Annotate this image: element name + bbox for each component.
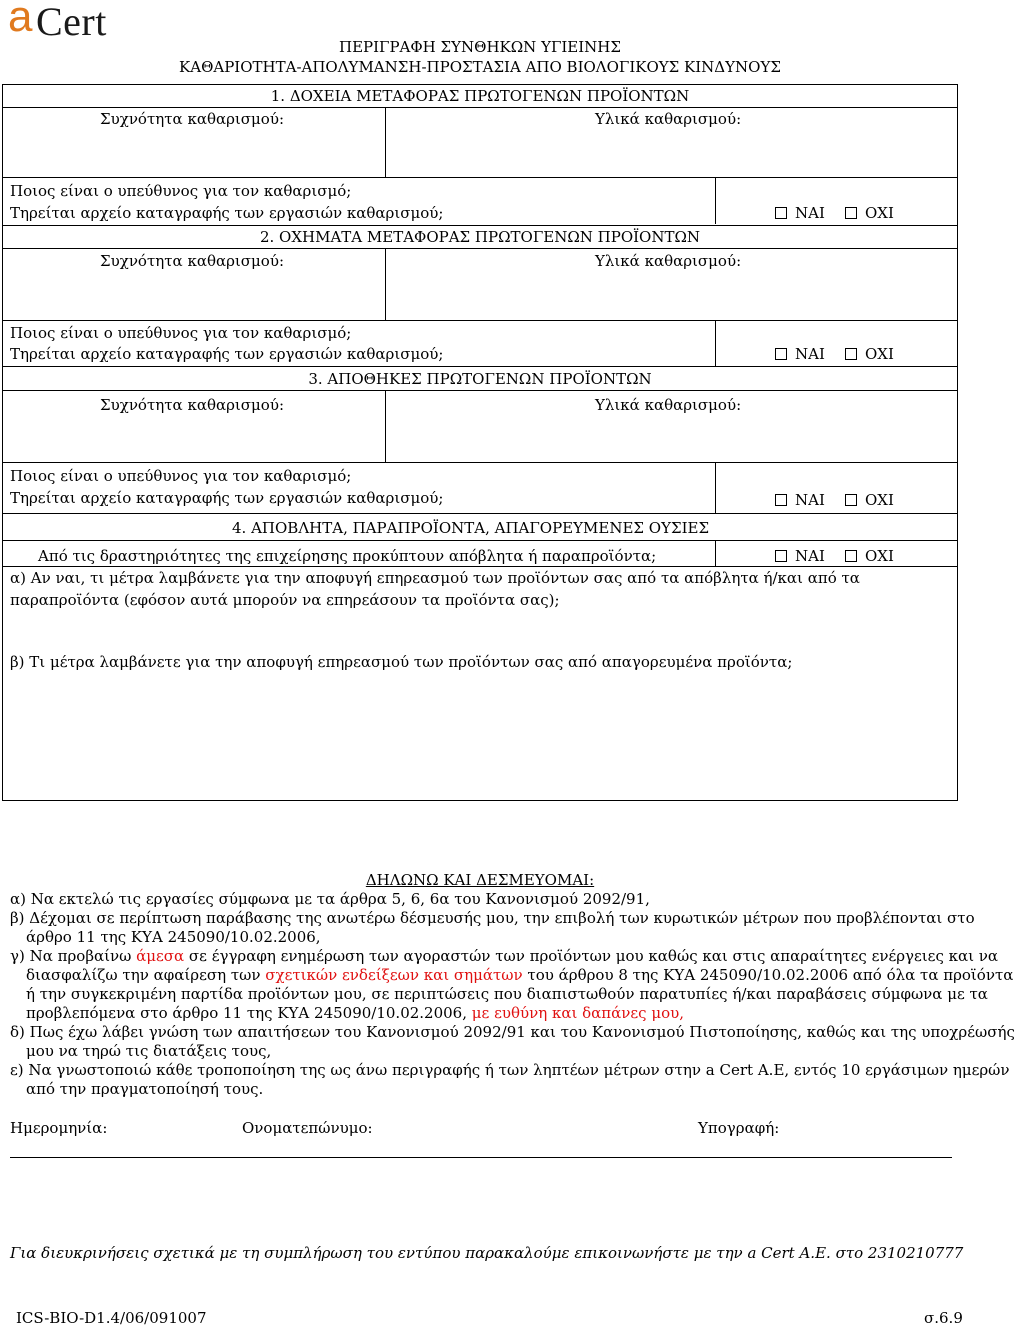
divider xyxy=(2,320,957,321)
waste-no-option[interactable]: ΟΧΙ xyxy=(845,547,894,565)
checkbox[interactable] xyxy=(845,348,857,360)
checkbox[interactable] xyxy=(845,207,857,219)
responsible-label: Ποιος είναι ο υπεύθυνος για τον καθαρισμό; xyxy=(10,324,352,342)
declaration-item-a: α) Να εκτελώ τις εργασίες σύμφωνα με τα άρθρα 5, 6, 6α του Κανονισμού 2092/91, xyxy=(10,890,650,908)
record-yes-option[interactable]: ΝΑΙ xyxy=(775,204,825,222)
frequency-label: Συχνότητα καθαρισμού: xyxy=(100,396,284,414)
record-yes-option[interactable]: ΝΑΙ xyxy=(775,491,825,509)
declaration-item-c-cont: διασφαλίζω την αφαίρεση των σχετικών ενδείξεων και σημάτων του άρθρου 8 της ΚΥΑ 245090/10.02.2006 από όλα τα προϊόντα xyxy=(26,966,1014,984)
materials-label: Υλικά καθαρισμού: xyxy=(595,396,742,414)
waste-question-a: α) Αν ναι, τι μέτρα λαμβάνετε για την αποφυγή επηρεασμού των προϊόντων σας από τα απόβλητα ή/και από τα xyxy=(10,569,860,587)
responsible-label: Ποιος είναι ο υπεύθυνος για τον καθαρισμό; xyxy=(10,467,352,485)
signature-line xyxy=(10,1157,952,1158)
declaration-item-c-cont: ή την συγκεκριμένη παρτίδα προϊόντων μου, σε περιπτώσεις που διαπιστωθούν παρατυπίες ή/και παραβάσεις σύμφωνα με τα xyxy=(26,985,988,1003)
declaration-item-b: β) Δέχομαι σε περίπτωση παράβασης της ανωτέρω δέσμευσής μου, την επιβολή των κυρωτικών μέτρων που προβλέπονται στο xyxy=(10,909,975,927)
divider xyxy=(2,177,957,178)
column-divider xyxy=(715,462,716,513)
declaration-item-e: ε) Να γνωστοποιώ κάθε τροποποίηση της ως άνω περιγραφής ή των ληπτέων μέτρων στην a Cert Α.Ε, εντός 10 εργάσιμων ημερών xyxy=(10,1061,1010,1079)
section-3-title: 3. ΑΠΟΘΗΚΕΣ ΠΡΩΤΟΓΕΝΩΝ ΠΡΟΪΟΝΤΩΝ xyxy=(308,370,652,388)
responsible-label: Ποιος είναι ο υπεύθυνος για τον καθαρισμό; xyxy=(10,182,352,200)
page-number: σ.6.9 xyxy=(924,1309,963,1327)
waste-question: Από τις δραστηριότητες της επιχείρησης προκύπτουν απόβλητα ή παραπροϊόντα; xyxy=(38,547,657,565)
divider xyxy=(2,566,957,567)
logo-text: Cert xyxy=(36,0,107,44)
record-label: Τηρείται αρχείο καταγραφής των εργασιών καθαρισμού; xyxy=(10,345,444,363)
logo-letter: a xyxy=(8,0,33,41)
record-no-option[interactable]: ΟΧΙ xyxy=(845,345,894,363)
declaration-item-c: γ) Να προβαίνω άμεσα σε έγγραφη ενημέρωση των αγοραστών των προϊόντων μου καθώς και στις απαραίτητες ενέργειες και να xyxy=(10,947,999,965)
section-1-title: 1. ΔΟΧΕΙΑ ΜΕΤΑΦΟΡΑΣ ΠΡΩΤΟΓΕΝΩΝ ΠΡΟΪΟΝΤΩΝ xyxy=(270,87,690,105)
column-divider xyxy=(715,177,716,224)
page-subtitle: ΚΑΘΑΡΙΟΤΗΤΑ-ΑΠΟΛΥΜΑΝΣΗ-ΠΡΟΣΤΑΣΙΑ ΑΠΟ ΒΙΟΛΟΓΙΚΟΥΣ ΚΙΝΔΥΝΟΥΣ xyxy=(179,58,781,76)
materials-label: Υλικά καθαρισμού: xyxy=(595,110,742,128)
page-title: ΠΕΡΙΓΡΑΦΗ ΣΥΝΘΗΚΩΝ ΥΓΙΕΙΝΗΣ xyxy=(339,38,621,56)
signature-label: Υπογραφή: xyxy=(698,1119,780,1137)
footer-note: Για διευκρινήσεις σχετικά με τη συμπλήρωση του εντύπου παρακαλούμε επικοινωνήστε με την a Cert Α.Ε. στο 2310210777 xyxy=(10,1244,964,1262)
frequency-label: Συχνότητα καθαρισμού: xyxy=(100,110,284,128)
checkbox[interactable] xyxy=(775,207,787,219)
column-divider xyxy=(385,107,386,177)
checkbox[interactable] xyxy=(845,550,857,562)
document-code: ICS-BIO-D1.4/06/091007 xyxy=(16,1309,207,1327)
divider xyxy=(2,462,957,463)
frequency-label: Συχνότητα καθαρισμού: xyxy=(100,252,284,270)
checkbox[interactable] xyxy=(845,494,857,506)
column-divider xyxy=(715,320,716,366)
emphasis-text: άμεσα xyxy=(136,947,185,965)
materials-label: Υλικά καθαρισμού: xyxy=(595,252,742,270)
record-label: Τηρείται αρχείο καταγραφής των εργασιών καθαρισμού; xyxy=(10,204,444,222)
declaration-item-e-cont: από την πραγματοποίησή τους. xyxy=(26,1080,264,1098)
emphasis-text: σχετικών ενδείξεων και σημάτων xyxy=(265,966,523,984)
record-yes-option[interactable]: ΝΑΙ xyxy=(775,345,825,363)
record-label: Τηρείται αρχείο καταγραφής των εργασιών καθαρισμού; xyxy=(10,489,444,507)
divider xyxy=(2,513,957,514)
section-2-title: 2. ΟΧΗΜΑΤΑ ΜΕΤΑΦΟΡΑΣ ΠΡΩΤΟΓΕΝΩΝ ΠΡΟΪΟΝΤΩΝ xyxy=(259,228,701,246)
column-divider xyxy=(715,540,716,566)
waste-yes-option[interactable]: ΝΑΙ xyxy=(775,547,825,565)
declaration-item-c-cont: προβλεπόμενα στο άρθρο 11 της ΚΥΑ 245090/10.02.2006, με ευθύνη και δαπάνες μου, xyxy=(26,1004,685,1022)
divider xyxy=(2,225,957,226)
checkbox[interactable] xyxy=(775,550,787,562)
divider xyxy=(2,248,957,249)
divider xyxy=(2,390,957,391)
emphasis-text: με ευθύνη και δαπάνες μου, xyxy=(471,1004,685,1022)
waste-question-b: β) Τι μέτρα λαμβάνετε για την αποφυγή επηρεασμού των προϊόντων σας από απαγορευμένα προϊόντα; xyxy=(10,653,793,671)
record-no-option[interactable]: ΟΧΙ xyxy=(845,491,894,509)
section-4-title: 4. ΑΠΟΒΛΗΤΑ, ΠΑΡΑΠΡΟΪΟΝΤΑ, ΑΠΑΓΟΡΕΥΜΕΝΕΣ ΟΥΣΙΕΣ xyxy=(232,519,710,537)
waste-question-a-cont: παραπροϊόντα (εφόσον αυτά μπορούν να επηρεάσουν τα προϊόντα σας); xyxy=(10,591,560,609)
divider xyxy=(2,107,957,108)
column-divider xyxy=(385,248,386,320)
date-label: Ημερομηνία: xyxy=(10,1119,108,1137)
divider xyxy=(2,540,957,541)
name-label: Ονοματεπώνυμο: xyxy=(242,1119,373,1137)
checkbox[interactable] xyxy=(775,348,787,360)
declaration-item-d-cont: μου να τηρώ τις διατάξεις τους, xyxy=(26,1042,272,1060)
record-no-option[interactable]: ΟΧΙ xyxy=(845,204,894,222)
checkbox[interactable] xyxy=(775,494,787,506)
declaration-item-b-cont: άρθρο 11 της ΚΥΑ 245090/10.02.2006, xyxy=(26,928,321,946)
column-divider xyxy=(385,390,386,462)
divider xyxy=(2,366,957,367)
declaration-item-d: δ) Πως έχω λάβει γνώση των απαιτήσεων του Κανονισμού 2092/91 και του Κανονισμού Πιστοποίησης, καθώς και της υποχρέωσής xyxy=(10,1023,1015,1041)
declaration-title: ΔΗΛΩΝΩ ΚΑΙ ΔΕΣΜΕΥΟΜΑΙ: xyxy=(365,871,595,889)
